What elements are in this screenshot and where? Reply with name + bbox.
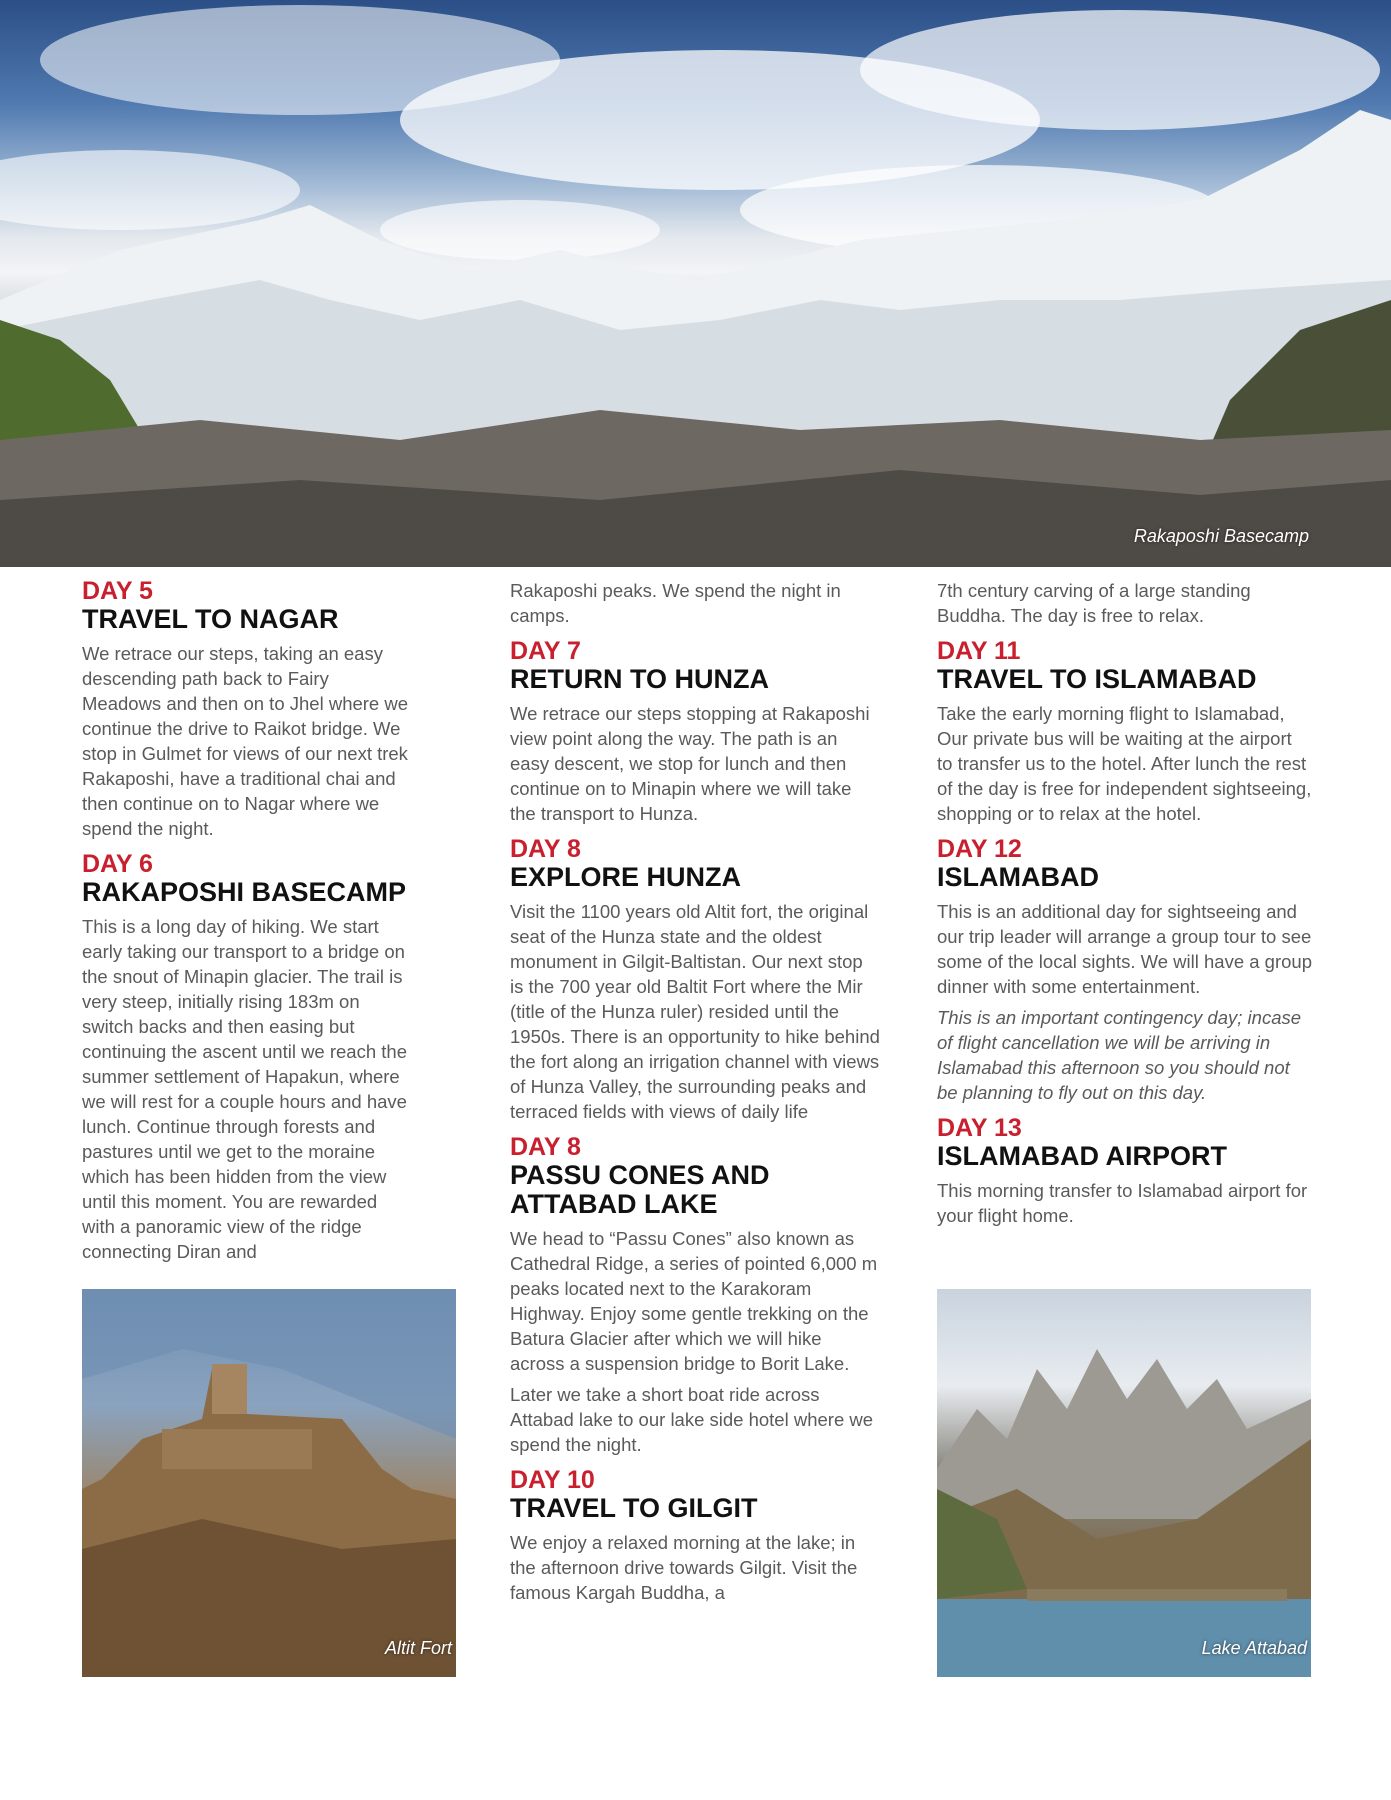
day-label: DAY 6 (82, 850, 153, 878)
day-13-section (937, 1115, 1312, 1228)
day-description: This is a long day of hiking. We start early taking our transport to a bridge on the snout of Minapin glacier. The trail is very steep, initially rising 183m on switch backs and then easing but continuing the ascent until we reach the summer settlement of Hapakun, where we will rest for a couple hours and have lunch. Continue through forests and pastures until we get to the moraine which has been hidden from the view until this moment. You are rewarded with a panoramic view of the ridge connecting Diran and (82, 916, 407, 1262)
day-8-passu-section (510, 1134, 880, 1457)
continued-text: 7th century carving of a large standing Buddha. The day is free to relax. (937, 580, 1251, 626)
day-description: We enjoy a relaxed morning at the lake; in the afternoon drive towards Gilgit. Visit the famous Kargah Buddha, a (510, 1532, 858, 1603)
day-label: DAY 13 (937, 1114, 1022, 1142)
day-title: RETURN TO HUNZA (510, 664, 769, 694)
day-5-section (82, 578, 412, 841)
day-title: TRAVEL TO ISLAMABAD (937, 664, 1257, 694)
itinerary-column-3 (937, 578, 1312, 1238)
day-label: DAY 10 (510, 1466, 595, 1494)
day-12-section (937, 836, 1312, 1105)
day-title: TRAVEL TO GILGIT (510, 1493, 758, 1523)
day-label: DAY 11 (937, 637, 1021, 665)
lake-illustration (937, 1289, 1311, 1677)
day-description: This morning transfer to Islamabad airport for your flight home. (937, 1180, 1308, 1226)
day-title (510, 1161, 880, 1219)
continued-text: Rakaposhi peaks. We spend the night in camps. (510, 580, 841, 626)
day-description: We retrace our steps stopping at Rakaposhi view point along the way. The path is an easy descent, we stop for lunch and then continue on to Minapin where we will take the transport to Hunza. (510, 703, 870, 824)
day-title-line-2: ATTABAD LAKE (510, 1189, 718, 1219)
day-description: We head to “Passu Cones” also known as Cathedral Ridge, a series of pointed 6,000 m peaks located next to the Karakoram Highway. Enjoy some gentle trekking on the Batura Glacier after which we will hike across a suspension bridge to Borit Lake. (510, 1228, 878, 1374)
day-description: Take the early morning flight to Islamabad, Our private bus will be waiting at the airport to transfer us to the hotel. After lunch the rest of the day is free for independent sightseeing, shopping or to relax at the hotel. (937, 703, 1312, 824)
lake-attabad-photo (937, 1289, 1311, 1677)
day-label: DAY 7 (510, 637, 581, 665)
hero-photo (0, 0, 1391, 567)
day-10-continued (937, 578, 1312, 628)
day-title: ISLAMABAD (937, 862, 1099, 892)
day-label: DAY 8 (510, 835, 581, 863)
day-title-line-1: PASSU CONES AND (510, 1160, 770, 1190)
hero-caption: Rakaposhi Basecamp (1133, 526, 1309, 546)
altit-fort-photo (82, 1289, 456, 1677)
day-10-section (510, 1467, 880, 1605)
day-description-2: Later we take a short boat ride across Attabad lake to our lake side hotel where we spend the night. (510, 1384, 874, 1455)
altit-fort-caption: Altit Fort (384, 1638, 452, 1658)
fort-illustration (82, 1289, 456, 1677)
day-7-section (510, 638, 880, 826)
lake-attabad-caption: Lake Attabad (1201, 1638, 1307, 1658)
mountain-landscape-illustration (0, 0, 1391, 567)
day-label: DAY 12 (937, 835, 1022, 863)
day-label: DAY 5 (82, 577, 153, 605)
day-11-section (937, 638, 1312, 826)
day-title: RAKAPOSHI BASECAMP (82, 877, 407, 907)
day-title: TRAVEL TO NAGAR (82, 604, 339, 634)
day-description: We retrace our steps, taking an easy descending path back to Fairy Meadows and then on to Jhel where we continue the drive to Raikot bridge. We stop in Gulmet for views of our next trek Rakaposhi, have a traditional chai and then continue on to Nagar where we spend the night. (82, 643, 409, 839)
day-description: Visit the 1100 years old Altit fort, the original seat of the Hunza state and the oldest monument in Gilgit-Baltistan. Our next stop is the 700 year old Baltit Fort where the Mir (title of the Hunza ruler) resided until the 1950s. There is an opportunity to hike behind the fort along an irrigation channel with views of Hunza Valley, the surrounding peaks and terraced fields with views of daily life (510, 901, 880, 1122)
day-6-section (82, 851, 412, 1264)
day-title: ISLAMABAD AIRPORT (937, 1141, 1227, 1171)
contingency-note: This is an important contingency day; incase of flight cancellation we will be arriving in Islamabad this afternoon so you should not be planning to fly out on this day. (937, 1007, 1302, 1103)
day-6-continued (510, 578, 880, 628)
day-title: EXPLORE HUNZA (510, 862, 742, 892)
day-label: DAY 8 (510, 1133, 581, 1161)
itinerary-column-1 (82, 578, 412, 1274)
day-8-explore-section (510, 836, 880, 1124)
itinerary-column-2 (510, 578, 880, 1615)
day-description: This is an additional day for sightseeing and our trip leader will arrange a group tour to see some of the local sights. We will have a group dinner with some entertainment. (937, 901, 1312, 997)
